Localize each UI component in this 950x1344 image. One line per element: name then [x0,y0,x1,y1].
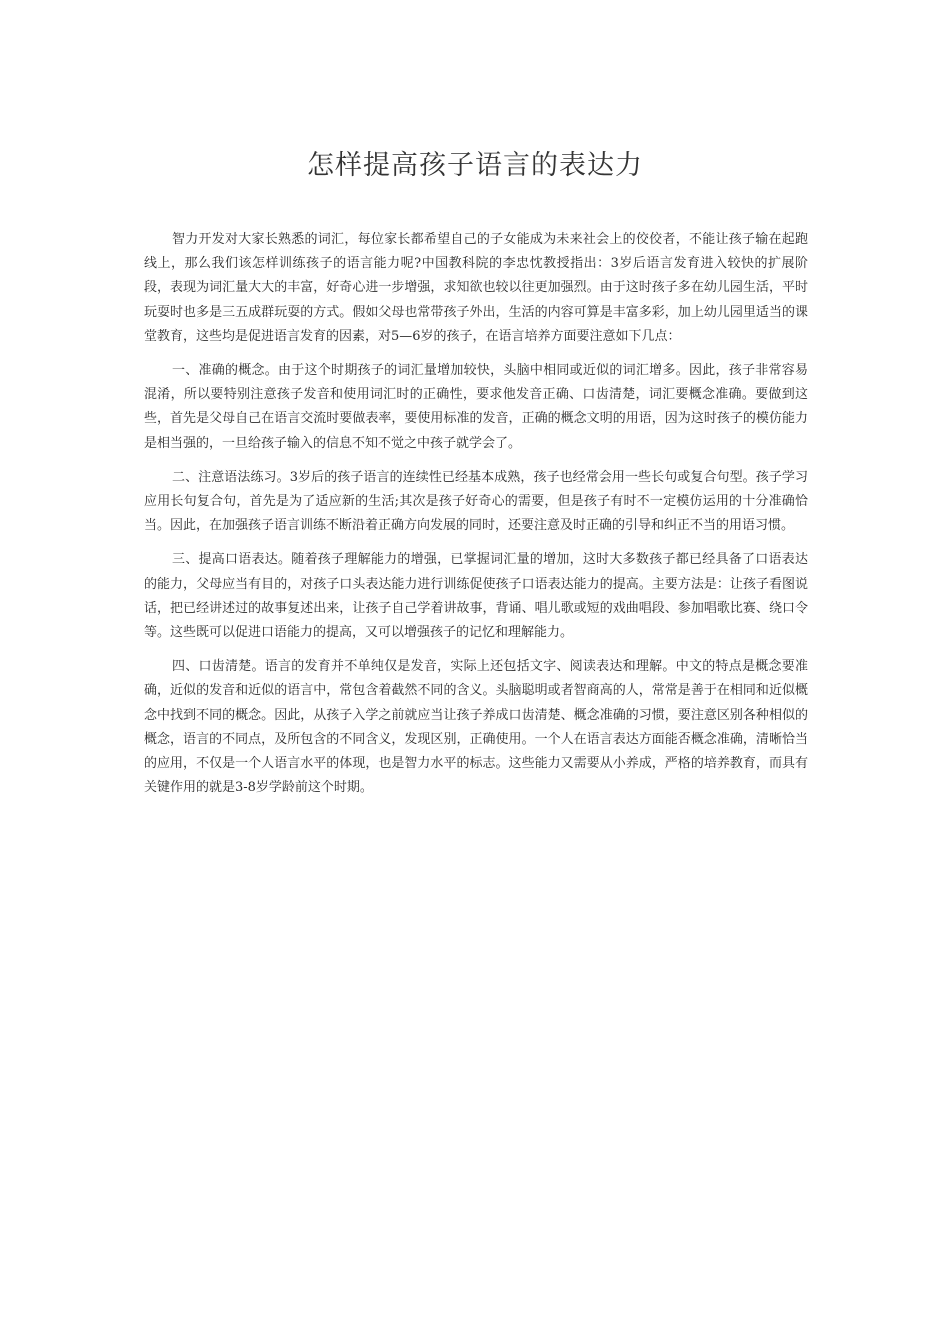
section-3-paragraph: 三、提高口语表达。随着孩子理解能力的增强，已掌握词汇量的增加，这时大多数孩子都已经具备了口语表达的能力，父母应当有目的，对孩子口头表达能力进行训练促使孩子口语表达能力的提高。主要方法是：让孩子看图说话，把已经讲述过的故事复述出来，让孩子自己学着讲故事，背诵、唱儿歌或短的戏曲唱段、参加唱歌比赛、绕口令等。这些既可以促进口语能力的提高，又可以增强孩子的记忆和理解能力。 [144,552,808,641]
document-title: 怎样提高孩子语言的表达力 [307,150,643,181]
section-4-paragraph: 四、口齿清楚。语言的发育并不单纯仅是发音，实际上还包括文字、阅读表达和理解。中文的特点是概念要准确，近似的发音和近似的语言中，常包含着截然不同的含义。头脑聪明或者智商高的人，常常是善于在相同和近似概念中找到不同的概念。因此，从孩子入学之前就应当让孩子养成口齿清楚、概念准确的习惯，要注意区别各种相似的概念，语言的不同点，及所包含的不同含义，发现区别，正确使用。一个人在语言表达方面能否概念准确，清晰恰当的应用，不仅是一个人语言水平的体现，也是智力水平的标志。这些能力又需要从小养成，严格的培养教育，而具有关键作用的就是3-8岁学龄前这个时期。 [144,659,808,796]
document-body [144,228,808,810]
section-2-paragraph: 二、注意语法练习。3岁后的孩子语言的连续性已经基本成熟，孩子也经常会用一些长句或复合句型。孩子学习应用长句复合句，首先是为了适应新的生活;其次是孩子好奇心的需要，但是孩子有时不一定模仿运用的十分准确恰当。因此，在加强孩子语言训练不断沿着正确方向发展的同时，还要注意及时正确的引导和纠正不当的用语习惯。 [144,469,808,534]
section-1-paragraph: 一、准确的概念。由于这个时期孩子的词汇量增加较快，头脑中相同或近似的词汇增多。因此，孩子非常容易混淆，所以要特别注意孩子发音和使用词汇时的正确性，要求他发音正确、口齿清楚，词汇要概念准确。要做到这些，首先是父母自己在语言交流时要做表率，要使用标准的发音，正确的概念文明的用语，因为这时孩子的模仿能力是相当强的，一旦给孩子输入的信息不知不觉之中孩子就学会了。 [144,363,808,451]
intro-paragraph: 智力开发对大家长熟悉的词汇，每位家长都希望自己的子女能成为未来社会上的佼佼者，不能让孩子输在起跑线上，那么我们该怎样训练孩子的语言能力呢?中国教科院的李忠忱教授指出：3岁后语言发育进入较快的扩展阶段，表现为词汇量大大的丰富，好奇心进一步增强，求知欲也较以往更加强烈。由于这时孩子多在幼儿园生活，平时玩耍时也多是三五成群玩耍的方式。假如父母也常带孩子外出，生活的内容可算是丰富多彩，加上幼儿园里适当的课堂教育，这些均是促进语言发育的因素，对5—6岁的孩子，在语言培养方面要注意如下几点： [144,232,808,344]
